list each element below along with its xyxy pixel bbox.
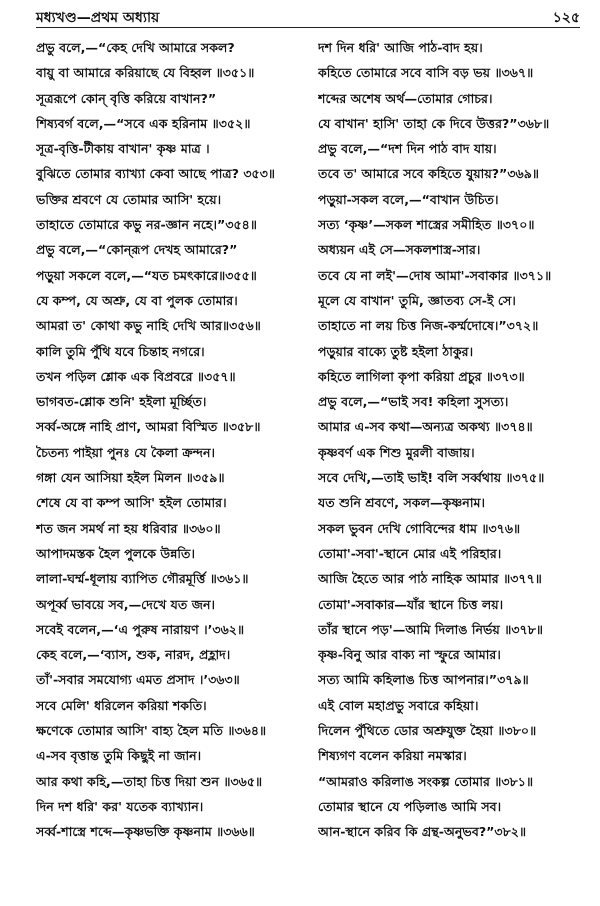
running-title: মধ্যখণ্ড—প্রথম অধ্যায় [36,10,160,26]
page-header [36,6,580,28]
verse-line: কৃষ্ণ-বিনু আর বাক্য না স্ফুরে আমার। [318,647,501,663]
verse-line: আপাদমস্তক হৈল পুলকে উন্নতি। [36,545,195,561]
verse-line: কালি তুমি পুঁথি যবে চিন্তাহ নগরে। [36,343,205,359]
verse-line: কেহ বলে,—‘ব্যাস, শুক, নারদ, প্রহ্লাদ। [36,647,231,663]
verse-line: তাহাতে না লয় চিত্ত নিজ-কর্ম্মদোষে।”৩৭২॥ [318,318,539,334]
verse-line: সকল ভুবন দেখি গোবিন্দের ধাম ॥৩৭৬॥ [318,520,521,536]
verse-line: শব্দের অশেষ অর্থ—তোমার গোচর। [318,90,493,106]
verse-line: পড়ুয়া সকলে বলে,—“যত চমৎকারে॥৩৫৫॥ [36,267,257,283]
verse-line: তাঁ'-সবার সমযোগ্য এমত প্রসাদ ।’৩৬৩॥ [36,672,240,688]
verse-line: প্রভু বলে,—“দশ দিন পাঠ বাদ যায়। [318,141,497,157]
verse-line: ক্ষণেকে তোমার আসি' বাহ্য হৈল মতি ॥৩৬৪॥ [36,723,267,739]
verse-line: আমার এ-সব কথা—অন্যত্র অকথ্য ॥৩৭৪॥ [318,419,533,435]
verse-line: শিষ্যবর্গ বলে,—“সবে এক হরিনাম ॥৩৫২॥ [36,115,251,131]
verse-line: এ-সব বৃত্তান্ত তুমি কিছুই না জান। [36,748,202,764]
verse-line: সবে মেলি' ধরিলেন করিয়া শকতি। [36,697,207,713]
verse-line: ভক্তির শ্রবণে যে তোমার আসি' হয়ে। [36,191,222,207]
verse-line: আন-স্থানে করিব কি গ্রন্থ-অনুভব?”৩৮২॥ [318,824,527,840]
verse-line: অধ্যয়ন এই সে—সকলশাস্ত্র-সার। [318,242,481,258]
verse-line: দিলেন পুঁথিতে ডোর অশ্রুযুক্ত হৈয়া ॥৩৮০॥ [318,723,537,739]
verse-line: দশ দিন ধরি' আজি পাঠ-বাদ হয়। [318,40,483,55]
verse-line: সত্য আমি কহিলাঙ চিত্ত আপনার।”৩৭৯॥ [318,672,529,688]
verse-line: চৈতন্য পাইয়া পুনঃ যে কৈলা ক্রন্দন। [36,444,215,460]
page-number: ১২৫ [552,10,580,26]
verse-line: গঙ্গা যেন আসিয়া হইল মিলন ॥৩৫৯॥ [36,470,225,486]
verse-line: তবে ত' আমারে সবে কহিতে যুয়ায়?”৩৬৯॥ [318,166,539,182]
verse-line: ভাগবত-শ্লোক শুনি' হইলা মূর্চ্ছিত। [36,394,207,410]
verse-line: বায়ু বা আমারে করিয়াছে যে বিহ্বল ॥৩৫১॥ [36,65,255,81]
verse-line: তোমা'-সবা'-স্থানে মোর এই পরিহার। [318,545,502,561]
verse-line: তখন পড়িল শ্লোক এক বিপ্রবরে ॥৩৫৭॥ [36,368,236,384]
verse-line: মূলে যে বাখান' তুমি, জ্ঞাতব্য সে-ই সে। [318,292,516,308]
verse-line: শিষ্যগণ বলেন করিয়া নমস্কার। [318,748,467,764]
verse-line: অপূর্ব্ব ভাবয়ে সব,—দেখে যত জন। [36,596,215,612]
verse-line: লালা-ঘর্ম্ম-ধূলায় ব্যাপিত গৌরমূর্ত্তি ॥৩৬১॥ [36,571,249,587]
verse-line: তোমা'-সবাকার—যাঁর স্থানে চিত্ত লয়। [318,596,504,612]
verse-line: প্রভু বলে,—“কোন্‌রূপ দেখহ আমারে?” [36,242,238,258]
right-verse-column [318,35,580,845]
verse-line: বুঝিতে তোমার ব্যাখ্যা কেবা আছে পাত্র? ৩৫৩॥ [36,166,276,182]
verse-line: যে কম্প, যে অশ্রু, যে বা পুলক তোমার। [36,292,238,308]
left-verse-column [36,35,304,845]
verse-line: প্রভু বলে,—“কেহ দেখি আমারে সকল? [36,40,235,55]
verse-line: সত্য ‘কৃষ্ণ’—সকল শাস্ত্রের সমীহিত ॥৩৭০॥ [318,217,535,233]
verse-line: তাহাতে তোমারে কভু নর-জ্ঞান নহে।”৩৫৪॥ [36,217,257,233]
verse-line: পড়ুয়া-সকল বলে,—“বাখান উচিত। [318,191,499,207]
verse-line: আমরা ত' কোথা কভু নাহি দেখি আর॥৩৫৬॥ [36,318,261,334]
verse-line: সূত্র-বৃত্তি-টীকায় বাখান' কৃষ্ণ মাত্র । [36,141,210,157]
verse-line: সর্ব্ব-অঙ্গে নাহি প্রাণ, আমরা বিস্মিত ॥৩৫৮॥ [36,419,261,435]
verse-line: আর কথা কহি,—তাহা চিত্ত দিয়া শুন ॥৩৬৫॥ [36,773,263,789]
verse-line: যত শুনি শ্রবণে, সকল—কৃষ্ণনাম। [318,495,485,511]
verse-line: কহিতে তোমারে সবে বাসি বড় ভয় ॥৩৬৭॥ [318,65,534,81]
verse-line: “আমরাও করিলাঙ সংকল্প তোমার ॥৩৮১॥ [318,773,534,789]
header-rule [36,27,580,28]
verse-line: আজি হৈতে আর পাঠ নাহিক আমার ॥৩৭৭॥ [318,571,542,587]
verse-line: প্রভু বলে,—“ভাই সব! কহিলা সুসত্য। [318,394,509,410]
verse-line: কৃষ্ণবর্ণ এক শিশু মুরলী বাজায়। [318,444,475,460]
verse-line: পড়ুয়ার বাক্যে তুষ্ট হইলা ঠাকুর। [318,343,474,359]
verse-line: সূত্ররূপে কোন্ বৃত্তি করিয়ে বাখান?” [36,90,217,106]
verse-line: দিন দশ ধরি' কর' যতেক ব্যাখ্যান। [36,798,204,814]
verse-line: শেষে যে বা কম্প আসি' হইল তোমার। [36,495,227,511]
verse-line: তোমার স্থানে যে পড়িলাঙ আমি সব। [318,798,502,814]
verse-line: সবেই বলেন,—‘এ পুরুষ নারায়ণ ।’৩৬২॥ [36,621,245,637]
verse-line: সবে দেখি,—তাই ভাই! বলি সর্ব্বথায় ॥৩৭৫॥ [318,470,545,486]
verse-line: তাঁর স্থানে পড়'—আমি দিলাঙ নির্ভয় ॥৩৭৮॥ [318,621,544,637]
verse-line: যে বাখান' হাসি' তাহা কে দিবে উত্তর?”৩৬৮॥ [318,115,550,131]
verse-line: শত জন সমর্থ না হয় ধরিবার ॥৩৬০॥ [36,520,221,536]
verse-line: এই বোল মহাপ্রভু সবারে কহিয়া। [318,697,479,713]
verse-line: তবে যে না লই'—দোষ আমা'-সবাকার ॥৩৭১॥ [318,267,552,283]
verse-line: কহিতে লাগিলা কৃপা করিয়া প্রচুর ॥৩৭৩॥ [318,368,525,384]
verse-line: সর্ব্ব-শাস্ত্রে শব্দে—কৃষ্ণভক্তি কৃষ্ণনাম ॥৩৬৬॥ [36,824,255,840]
